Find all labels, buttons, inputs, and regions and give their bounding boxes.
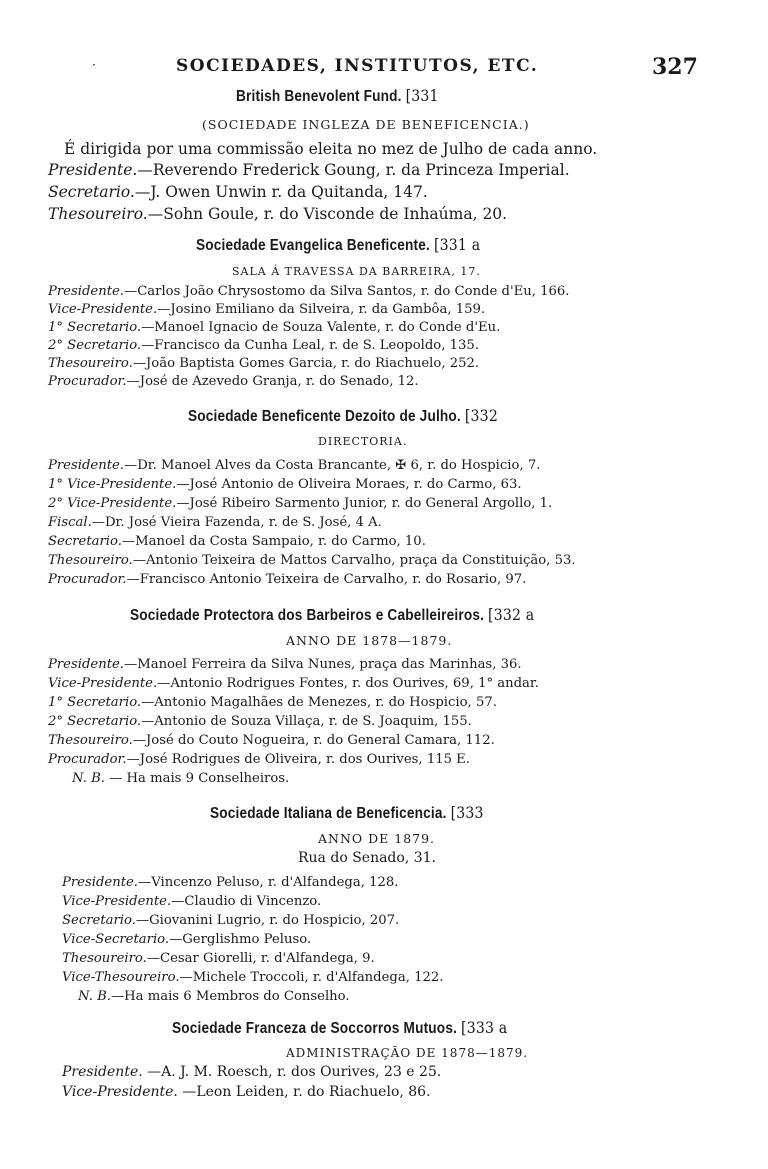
- section-ref: [332 a: [488, 605, 535, 624]
- member-line: [48, 733, 495, 748]
- section-title-franceza: [172, 1018, 507, 1038]
- member-role: Vice-Secretario.: [62, 932, 170, 947]
- member-role: 1° Secretario.: [48, 320, 142, 335]
- section-title-text: Sociedade Italiana de Beneficencia.: [210, 805, 447, 822]
- running-header: [0, 54, 768, 82]
- member-details: —Francisco Antonio Teixeira de Carvalho, r. do Rosario, 97.: [126, 572, 527, 587]
- member-details: —Josino Emiliano da Silveira, r. da Gambôa, 159.: [157, 302, 486, 317]
- member-details: —A. J. M. Roesch, r. dos Ourives, 23 e 25.: [142, 1064, 442, 1080]
- member-details: —Sohn Goule, r. do Visconde de Inhaúma, 20.: [147, 205, 508, 223]
- member-details: —Vincenzo Peluso, r. d'Alfandega, 128.: [138, 875, 399, 890]
- member-role: 1° Vice-Presidente.: [48, 477, 177, 492]
- member-role: Vice-Presidente.: [62, 894, 172, 909]
- member-line: [48, 205, 507, 223]
- member-line: [48, 714, 472, 729]
- member-role: Presidente.: [48, 161, 138, 179]
- member-line: [48, 752, 470, 767]
- section-intro: É dirigida por uma commissão eleita no mez de Julho de cada anno.: [64, 140, 598, 158]
- member-details: —Giovanini Lugrio, r. do Hospicio, 207.: [135, 913, 400, 928]
- member-role: Presidente.: [48, 458, 125, 473]
- member-role: Procurador.: [48, 572, 127, 587]
- member-line: [48, 320, 500, 335]
- member-role: Thesoureiro.: [48, 205, 148, 223]
- section-ref: [331 a: [433, 235, 481, 254]
- member-details: —José Ribeiro Sarmento Junior, r. do General Argollo, 1.: [176, 496, 553, 511]
- member-line: [48, 284, 569, 299]
- member-details: —José de Azevedo Granja, r. do Senado, 12.: [126, 374, 419, 389]
- member-role: Procurador.: [48, 374, 127, 389]
- member-details: —Claudio di Vincenzo.: [171, 894, 322, 909]
- member-role: N. B.: [72, 771, 105, 786]
- section-ref: [333: [450, 803, 484, 822]
- member-details: — Ha mais 9 Conselheiros.: [104, 771, 290, 786]
- member-line: [78, 989, 350, 1004]
- section-title-british: [236, 86, 439, 106]
- member-details: —Leon Leiden, r. do Riachuelo, 86.: [177, 1084, 431, 1100]
- member-line: [62, 913, 399, 928]
- member-role: N. B.: [78, 989, 111, 1004]
- member-details: —José Rodrigues de Oliveira, r. dos Ourives, 115 E.: [126, 752, 471, 767]
- member-role: Presidente.: [48, 657, 125, 672]
- section-address: Rua do Senado, 31.: [298, 850, 436, 866]
- member-details: —José Antonio de Oliveira Moraes, r. do Carmo, 63.: [176, 477, 522, 492]
- member-line: [48, 496, 552, 511]
- section-title-text: Sociedade Protectora dos Barbeiros e Cabelleireiros.: [130, 607, 485, 624]
- member-details: —Carlos João Chrysostomo da Silva Santos, r. do Conde d'Eu, 166.: [124, 284, 570, 299]
- member-line: [62, 1064, 441, 1080]
- section-title-text: Sociedade Franceza de Soccorros Mutuos.: [172, 1020, 458, 1037]
- member-line: [62, 932, 311, 947]
- member-line: [48, 374, 419, 389]
- member-role: Presidente.: [62, 1064, 143, 1080]
- member-line: [48, 676, 539, 691]
- member-line: [48, 657, 522, 672]
- member-role: Presidente.: [62, 875, 139, 890]
- member-line: [62, 951, 375, 966]
- member-details: —Antonio Rodrigues Fontes, r. dos Ourives, 69, 1° andar.: [157, 676, 539, 691]
- member-role: 1° Secretario.: [48, 695, 142, 710]
- member-role: Secretario.: [62, 913, 136, 928]
- member-details: —Dr. José Vieira Fazenda, r. de S. José, 4 A.: [91, 515, 382, 530]
- page-number: 327: [652, 54, 698, 80]
- section-title-text: Sociedade Evangelica Beneficente.: [196, 237, 430, 254]
- member-details: —Reverendo Frederick Goung, r. da Princeza Imperial.: [137, 161, 570, 179]
- section-ref: [332: [464, 406, 498, 425]
- member-details: —Antonio de Souza Villaça, r. de S. Joaquim, 155.: [141, 714, 472, 729]
- member-details: —Dr. Manoel Alves da Costa Brancante, ✠ 6, r. do Hospicio, 7.: [124, 458, 541, 473]
- section-subtitle: (SOCIEDADE INGLEZA DE BENEFICENCIA.): [202, 117, 530, 132]
- member-role: Secretario.: [48, 534, 122, 549]
- member-role: Fiscal.: [48, 515, 92, 530]
- member-line: [62, 970, 443, 985]
- member-details: —Ha mais 6 Membros do Conselho.: [110, 989, 350, 1004]
- member-role: Secretario.: [48, 183, 135, 201]
- member-details: —José do Couto Nogueira, r. do General Camara, 112.: [132, 733, 495, 748]
- member-details: —Francisco da Cunha Leal, r. de S. Leopoldo, 135.: [141, 338, 479, 353]
- member-details: —Cesar Giorelli, r. d'Alfandega, 9.: [146, 951, 375, 966]
- member-role: Vice-Presidente.: [62, 1084, 178, 1100]
- member-line: [62, 875, 398, 890]
- member-line: [48, 356, 479, 371]
- member-line: [48, 458, 540, 473]
- member-details: —Michele Troccoli, r. d'Alfandega, 122.: [179, 970, 444, 985]
- member-line: [62, 1084, 431, 1100]
- member-line: [48, 338, 479, 353]
- member-role: Procurador.: [48, 752, 127, 767]
- section-title-evangelica: [196, 235, 480, 255]
- section-subtitle: ANNO DE 1879.: [318, 831, 436, 846]
- member-line: [72, 771, 289, 786]
- section-subtitle: ADMINISTRAÇÃO DE 1878—1879.: [286, 1046, 529, 1060]
- member-role: Vice-Thesoureiro.: [62, 970, 180, 985]
- section-subtitle: DIRECTORIA.: [318, 435, 408, 448]
- member-details: —Antonio Magalhães de Menezes, r. do Hospicio, 57.: [141, 695, 497, 710]
- member-line: [48, 183, 428, 201]
- member-role: 2° Vice-Presidente.: [48, 496, 177, 511]
- member-details: —João Baptista Gomes Garcia, r. do Riachuelo, 252.: [132, 356, 480, 371]
- member-line: [62, 894, 321, 909]
- member-role: Vice-Presidente.: [48, 302, 158, 317]
- section-subtitle: ANNO DE 1878—1879.: [286, 633, 453, 648]
- member-role: Thesoureiro.: [48, 733, 133, 748]
- member-role: Vice-Presidente.: [48, 676, 158, 691]
- section-title-text: British Benevolent Fund.: [236, 88, 402, 105]
- member-line: [48, 553, 576, 568]
- member-role: Thesoureiro.: [62, 951, 147, 966]
- member-details: —Manoel Ferreira da Silva Nunes, praça das Marinhas, 36.: [124, 657, 522, 672]
- member-line: [48, 695, 497, 710]
- member-role: 2° Secretario.: [48, 714, 142, 729]
- member-line: [48, 477, 522, 492]
- section-ref: [333 a: [461, 1018, 508, 1037]
- running-title: SOCIEDADES, INSTITUTOS, ETC.: [176, 56, 539, 76]
- member-details: —Antonio Teixeira de Mattos Carvalho, praça da Constituição, 53.: [132, 553, 576, 568]
- member-line: [48, 161, 570, 179]
- member-line: [48, 515, 382, 530]
- member-role: 2° Secretario.: [48, 338, 142, 353]
- member-line: [48, 572, 526, 587]
- section-title-dezoito: [188, 406, 498, 426]
- section-title-barbeiros: [130, 605, 534, 625]
- member-line: [48, 302, 485, 317]
- section-title-text: Sociedade Beneficente Dezoito de Julho.: [188, 408, 461, 425]
- section-title-italiana: [210, 803, 484, 823]
- member-details: —Gerglishmo Peluso.: [169, 932, 312, 947]
- member-details: —Manoel Ignacio de Souza Valente, r. do Conde d'Eu.: [141, 320, 501, 335]
- member-line: [48, 534, 426, 549]
- member-role: Presidente.: [48, 284, 125, 299]
- section-ref: [331: [405, 86, 439, 105]
- member-role: Thesoureiro.: [48, 356, 133, 371]
- section-subtitle: SALA Á TRAVESSA DA BARREIRA, 17.: [232, 265, 481, 278]
- member-details: —Manoel da Costa Sampaio, r. do Carmo, 10.: [121, 534, 426, 549]
- member-details: —J. Owen Unwin r. da Quitanda, 147.: [134, 183, 428, 201]
- ornament-mark: ·: [92, 58, 96, 72]
- member-role: Thesoureiro.: [48, 553, 133, 568]
